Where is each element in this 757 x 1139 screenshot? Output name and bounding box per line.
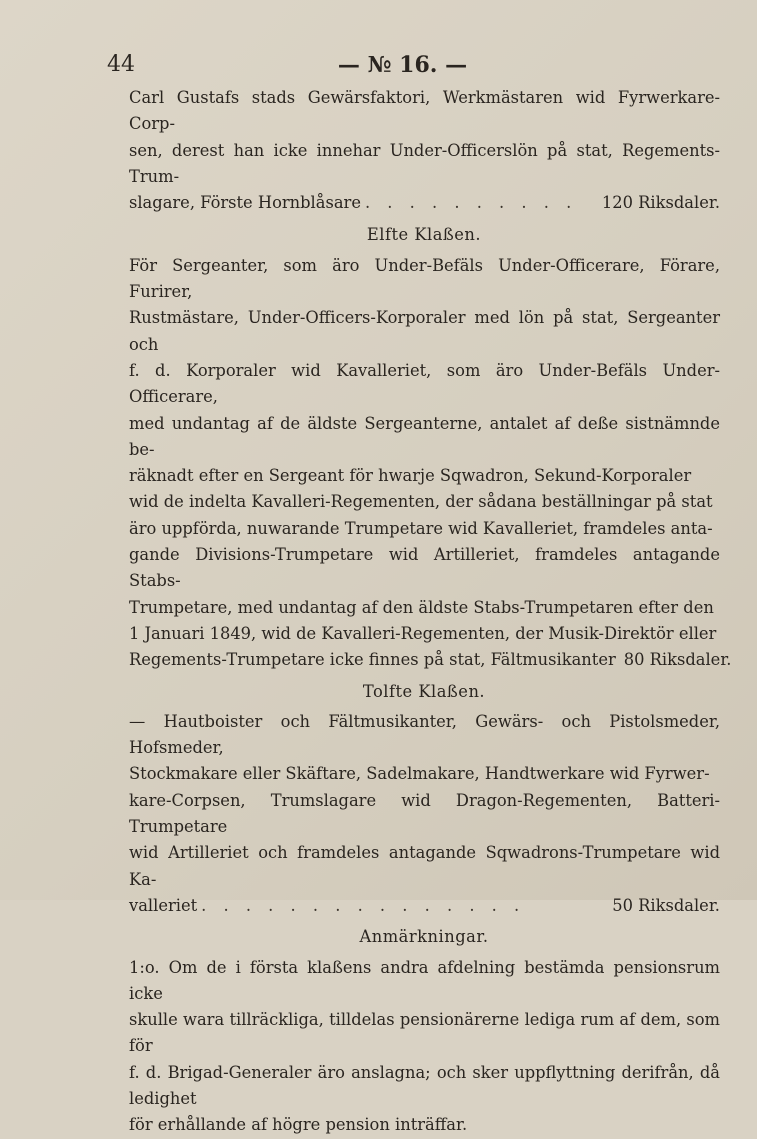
text-line-content: För Sergeanter, som äro Under-Befäls Under-Officerare, Förare, Furirer, xyxy=(129,255,720,302)
text-line: Trumpetare, med undantag af den äldste Stabs-Trumpetaren efter den xyxy=(129,597,714,617)
text-line-content: — Hautboister och Fältmusikanter, Gewärs- och Pistolsmeder, Hofsmeder, xyxy=(129,711,720,758)
section-heading-class-12: Tolfte Klaßen. xyxy=(362,681,486,701)
text-line xyxy=(129,709,720,762)
text-line: Carl Gustafs stads Gewärsfaktori, Werkmästaren wid Fyrwerkare-Corp- xyxy=(129,88,720,134)
text-line: äro uppförda, nuwarande Trumpetare wid Kavalleriet, framdeles anta- xyxy=(129,518,713,538)
text-line: slagare, Förste Hornblåsare xyxy=(129,193,361,213)
text-line: sen, derest han icke innehar Under-Officerslön på stat, Regements-Trum- xyxy=(129,140,720,186)
text-line: med undantag af de äldste Sergeanterne, antalet af deße sistnämnde be- xyxy=(129,413,720,459)
text-line-with-amount xyxy=(129,893,720,919)
text-line: Rustmästare, Under-Officers-Korporaler med lön på stat, Sergeanter och xyxy=(129,308,720,354)
leader-dots: . . . . . . . . . . . . . . . xyxy=(201,895,526,915)
text-line: skulle wara tillräckliga, tilldelas pensionärerne lediga rum af dem, som för xyxy=(129,1010,720,1056)
text-line: för erhållande af högre pension inträffar. xyxy=(129,1115,468,1135)
text-line: Stockmakare eller Skäftare, Sadelmakare, Handtwerkare wid Fyrwer- xyxy=(129,764,710,784)
text-line: kare-Corpsen, Trumslagare wid Dragon-Regementen, Batteri-Trumpetare xyxy=(129,790,720,837)
leader-dots: . . . . . . . . . . xyxy=(364,193,578,213)
text-line-with-amount xyxy=(129,647,732,673)
text-line-with-amount xyxy=(129,190,720,216)
text-line xyxy=(129,253,720,306)
page-number: 44 xyxy=(107,52,135,77)
class-12-text xyxy=(88,709,720,919)
text-line: f. d. Korporaler wid Kavalleriet, som äro Under-Befäls Under-Officerare, xyxy=(129,360,720,407)
text-line: f. d. Brigad-Generaler äro anslagna; och sker uppflyttning derifrån, då ledighet xyxy=(129,1062,720,1108)
text-line: wid Artilleriet och framdeles antagande Sqwadrons-Trumpetare wid Ka- xyxy=(129,843,720,889)
text-line: Regements-Trumpetare icke finnes på stat, Fältmusikanter xyxy=(129,650,616,670)
issue-number: — № 16. — xyxy=(337,52,468,78)
page-header xyxy=(0,52,757,82)
section-heading-class-11: Elfte Klaßen. xyxy=(366,225,482,245)
pension-amount: 50 Riksdaler. xyxy=(612,895,720,915)
document-body xyxy=(88,85,732,1139)
notes-text xyxy=(88,955,720,1139)
text-line: 1:o. Om de i första klaßens andra afdelning bestämda pensionsrum icke xyxy=(129,957,720,1003)
text-line: wid de indelta Kavalleri-Regementen, der sådana beställningar på stat xyxy=(129,492,713,512)
pension-amount: 120 Riksdaler. xyxy=(601,193,720,213)
section-heading-notes: Anmärkningar. xyxy=(359,927,489,947)
text-line: valleriet xyxy=(129,895,198,915)
class-11-text xyxy=(88,253,732,674)
pension-amount: 80 Riksdaler. xyxy=(623,650,732,670)
text-line: räknadt efter en Sergeant för hwarje Sqwadron, Sekund-Korporaler xyxy=(129,466,692,486)
section-intro xyxy=(88,85,720,216)
text-line: 1 Januari 1849, wid de Kavalleri-Regementen, der Musik-Direktör eller xyxy=(129,623,717,643)
text-line: gande Divisions-Trumpetare wid Artilleriet, framdeles antagande Stabs- xyxy=(129,545,720,591)
